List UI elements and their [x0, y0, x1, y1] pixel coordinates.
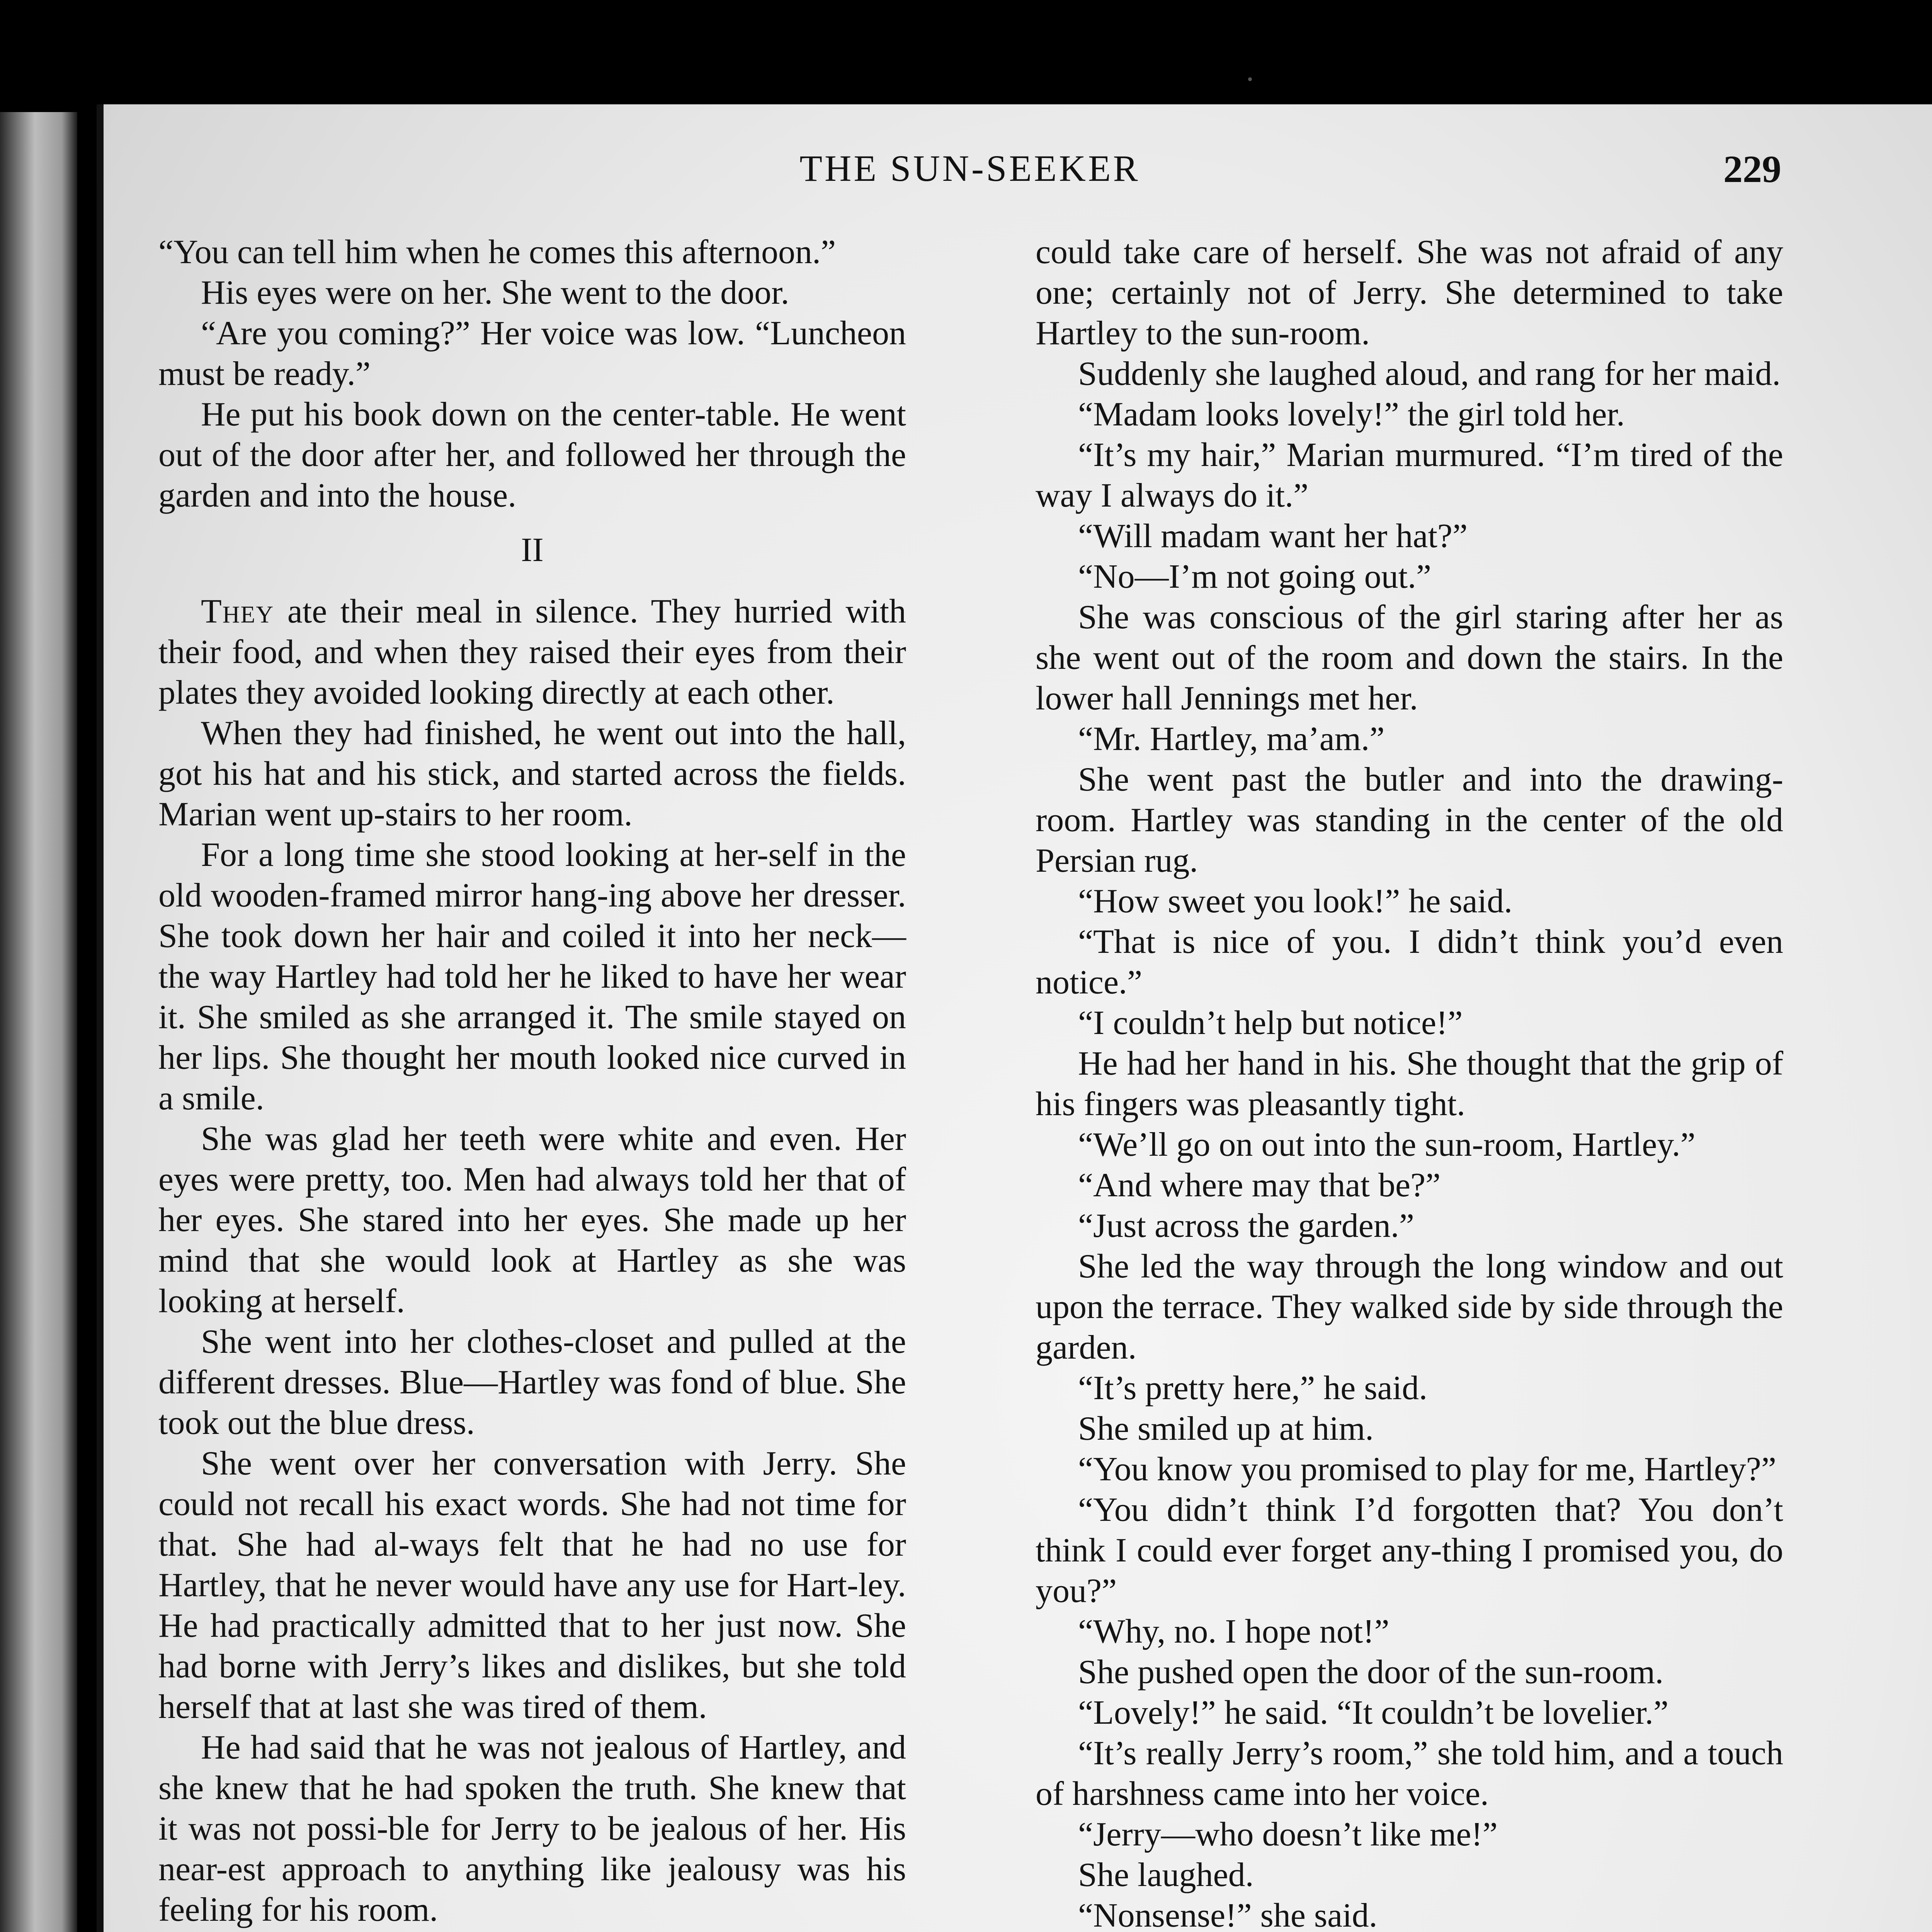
paragraph: She smiled up at him.	[1078, 1410, 1374, 1447]
page-header	[158, 147, 1781, 193]
paragraph: She went into her clothes-closet and pulled at the different dresses. Blue—Hartley was fond of blue. She took out the blue dress.	[158, 1323, 906, 1442]
paragraph: For a long time she stood looking at her-self in the old wooden-framed mirror hang-ing above her dresser. She took down her hair and coiled it into her neck—the way Hartley had told her he liked to have her wear it. She smiled as she arranged it. The smile stayed on her lips. She thought her mouth looked nice curved in a smile.	[158, 836, 906, 1117]
paragraph: His eyes were on her. She went to the door.	[201, 274, 789, 311]
right-text-column	[1036, 232, 1783, 1932]
paragraph: “You didn’t think I’d forgotten that? You don’t think I could ever forget any-thing I promised you, do you?”	[1036, 1491, 1783, 1610]
previous-page-edge	[0, 112, 77, 1932]
paragraph: “And where may that be?”	[1078, 1167, 1441, 1204]
paragraph: “It’s my hair,” Marian murmured. “I’m tired of the way I always do it.”	[1036, 436, 1783, 514]
left-text-column	[158, 232, 906, 1932]
paragraph	[158, 591, 906, 713]
paragraph: “I couldn’t help but notice!”	[1078, 1004, 1463, 1042]
paragraph: “Jerry—who doesn’t like me!”	[1078, 1816, 1498, 1853]
lead-word: They	[201, 593, 274, 630]
paragraph: He put his book down on the center-table. He went out of the door after her, and followed her through the garden and into the house.	[158, 396, 906, 514]
paragraph: could take care of herself. She was not afraid of any one; certainly not of Jerry. She determined to take Hartley to the sun-room.	[1036, 233, 1783, 352]
dust-speck	[1248, 77, 1252, 81]
paragraph: He had said that he was not jealous of Hartley, and she knew that he had spoken the truth. She knew that it was not possi-ble for Jerry to be jealous of her. His near-est approach to anything like jealousy was his feeling for his room.	[158, 1729, 906, 1929]
paragraph: He had her hand in his. She thought that the grip of his fingers was pleasantly tight.	[1036, 1045, 1783, 1123]
paragraph: She was conscious of the girl staring after her as she went out of the room and down the stairs. In the lower hall Jennings met her.	[1036, 599, 1783, 717]
paragraph: “No—I’m not going out.”	[1078, 558, 1432, 595]
paragraph: “Are you coming?” Her voice was low. “Luncheon must be ready.”	[158, 315, 906, 393]
paragraph: “We’ll go on out into the sun-room, Hartley.”	[1078, 1126, 1696, 1163]
section-number: II	[521, 531, 544, 569]
paragraph: “Just across the garden.”	[1078, 1207, 1414, 1245]
paragraph: When they had finished, he went out into the hall, got his hat and his stick, and started across the fields. Marian went up-stairs to her room.	[158, 714, 906, 833]
paragraph: “Madam looks lovely!” the girl told her.	[1078, 396, 1625, 433]
paragraph: “Mr. Hartley, ma’am.”	[1078, 720, 1385, 758]
paragraph	[158, 1930, 906, 1932]
paragraph: She went past the butler and into the drawing-room. Hartley was standing in the center of the old Persian rug.	[1036, 761, 1783, 879]
paragraph: “You know you promised to play for me, Hartley?”	[1078, 1451, 1776, 1488]
paragraph: She pushed open the door of the sun-room.	[1078, 1653, 1664, 1691]
paragraph: “That is nice of you. I didn’t think you’d even notice.”	[1036, 923, 1783, 1001]
page-number: 229	[1723, 148, 1781, 190]
paragraph: She was glad her teeth were white and even. Her eyes were pretty, too. Men had always told her that of her eyes. She stared into her eyes. She made up her mind that she would look at Hartley as she was looking at herself.	[158, 1120, 906, 1320]
paragraph-text: ate their meal in silence. They hurried with their food, and when they raised their eyes from their plates they avoided looking directly at each other.	[158, 593, 906, 711]
paragraph: She led the way through the long window and out upon the terrace. They walked side by side through the garden.	[1036, 1248, 1783, 1366]
paragraph: “It’s pretty here,” he said.	[1078, 1369, 1428, 1407]
paragraph: “Lovely!” he said. “It couldn’t be lovelier.”	[1078, 1694, 1669, 1731]
running-title: THE SUN-SEEKER	[799, 148, 1140, 189]
paragraph: She went over her conversation with Jerry. She could not recall his exact words. She had not time for that. She had al-ways felt that he had no use for Hartley, that he never would have any use for Hart-ley. He had practically admitted that to her just now. She had borne with Jerry’s likes and dislikes, but she told herself that at last she was tired of them.	[158, 1445, 906, 1726]
paragraph: Suddenly she laughed aloud, and rang for her maid.	[1078, 355, 1781, 393]
paragraph: “It’s really Jerry’s room,” she told him, and a touch of harshness came into her voice.	[1036, 1735, 1783, 1813]
paragraph: She laughed.	[1078, 1856, 1254, 1894]
paragraph: “Will madam want her hat?”	[1078, 517, 1468, 555]
paragraph: “Why, no. I hope not!”	[1078, 1613, 1389, 1650]
paragraph: “You can tell him when he comes this afternoon.”	[158, 233, 836, 271]
paragraph: “How sweet you look!” he said.	[1078, 883, 1513, 920]
paragraph: “Nonsense!” she said.	[1078, 1897, 1378, 1932]
